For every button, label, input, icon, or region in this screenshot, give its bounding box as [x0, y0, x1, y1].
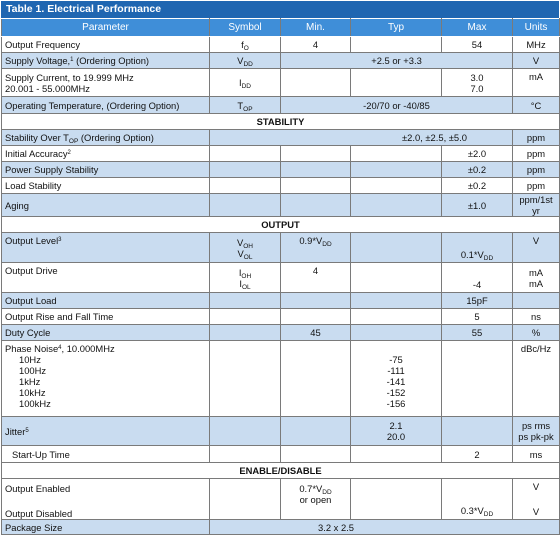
table-row — [2, 479, 560, 520]
typ-cell: -75 -111 -141 -152 -156 — [351, 341, 442, 417]
table-row — [2, 53, 560, 69]
table-row — [2, 263, 560, 293]
max-cell: ±0.2 — [442, 162, 513, 178]
section-output: OUTPUT — [2, 217, 560, 233]
units-cell: mA — [513, 69, 560, 97]
max-cell: ±0.2 — [442, 178, 513, 194]
param-cell: Supply Current, to 19.999 MHz 20.001 - 55.000MHz — [2, 69, 210, 97]
offset-100hz: 100Hz — [19, 365, 47, 376]
units-cell: MHz — [513, 37, 560, 53]
param-cell: Duty Cycle — [2, 325, 210, 341]
units-cell: ppm — [513, 162, 560, 178]
header-symbol: Symbol — [210, 19, 281, 37]
section-row — [2, 114, 560, 130]
param-cell: Initial Accuracy$^2$ — [2, 146, 210, 162]
param-cell: Output Rise and Fall Time — [2, 309, 210, 325]
units-cell: % — [513, 325, 560, 341]
symbol-cell: $T_{OP}$ — [210, 97, 281, 114]
max-cell: ±1.0 — [442, 194, 513, 217]
section-stability: STABILITY — [2, 114, 560, 130]
max-cell: $0.3*V_{DD}$ — [442, 479, 513, 520]
table-row — [2, 446, 560, 463]
param-cell: Output Level$^3$ — [2, 233, 210, 263]
header-max: Max — [442, 19, 513, 37]
table-row — [2, 520, 560, 535]
param-cell: Phase Noise$^4$, 10.000MHz 10Hz 100Hz 1kHz 10kHz 100kHz — [2, 341, 210, 417]
typ-cell: 3.2 x 2.5 — [210, 520, 560, 535]
table-row — [2, 130, 560, 146]
symbol-cell: $V_{OH}$ $V_{OL}$ — [210, 233, 281, 263]
max-cell: ±2.0 — [442, 146, 513, 162]
min-cell: 45 — [281, 325, 351, 341]
min-cell: 4 — [281, 37, 351, 53]
param-cell: Output Frequency — [2, 37, 210, 53]
table-row — [2, 162, 560, 178]
typ-cell: ±2.0, ±2.5, ±5.0 — [210, 130, 513, 146]
offset-10hz: 10Hz — [19, 354, 41, 365]
units-cell: V — [513, 53, 560, 69]
offset-1khz: 1kHz — [19, 376, 41, 387]
param-cell: Supply Voltage,$^1$ (Ordering Option) — [2, 53, 210, 69]
typ-cell — [351, 233, 442, 263]
param-cell: Operating Temperature, (Ordering Option) — [2, 97, 210, 114]
typ-cell: 2.1 20.0 — [351, 417, 442, 446]
table-row — [2, 293, 560, 309]
units-cell: dBc/Hz — [513, 341, 560, 417]
typ-cell: +2.5 or +3.3 — [281, 53, 513, 69]
table-row — [2, 233, 560, 263]
table-row — [2, 309, 560, 325]
table-row — [2, 341, 560, 417]
param-cell: Stability Over $T_{OP}$ (Ordering Option) — [2, 130, 210, 146]
max-cell: 3.0 7.0 — [442, 69, 513, 97]
param-cell: Load Stability — [2, 178, 210, 194]
offset-100khz: 100kHz — [19, 398, 51, 409]
table-row — [2, 37, 560, 53]
units-cell: ppm — [513, 178, 560, 194]
typ-cell — [351, 69, 442, 97]
min-cell: $0.7*V_{DD}$ or open — [281, 479, 351, 520]
table-row — [2, 97, 560, 114]
max-cell: 54 — [442, 37, 513, 53]
param-cell: Output Load — [2, 293, 210, 309]
max-cell: 55 — [442, 325, 513, 341]
table-row — [2, 325, 560, 341]
max-cell: 5 — [442, 309, 513, 325]
param-cell: Jitter$^5$ — [2, 417, 210, 446]
max-cell: -4 — [442, 263, 513, 293]
typ-cell — [351, 37, 442, 53]
units-cell: ppm/1st yr — [513, 194, 560, 217]
symbol-cell: $V_{DD}$ — [210, 53, 281, 69]
section-enable-disable: ENABLE/DISABLE — [2, 463, 560, 479]
units-cell: ns — [513, 309, 560, 325]
units-cell: V V — [513, 479, 560, 520]
typ-cell: -20/70 or -40/85 — [281, 97, 513, 114]
header-typ: Typ — [351, 19, 442, 37]
min-cell: $0.9*V_{DD}$ — [281, 233, 351, 263]
header-min: Min. — [281, 19, 351, 37]
param-cell: Aging — [2, 194, 210, 217]
param-cell: Power Supply Stability — [2, 162, 210, 178]
header-units: Units — [513, 19, 560, 37]
min-cell — [281, 69, 351, 97]
param-cell: Package Size — [2, 520, 210, 535]
units-cell: ppm — [513, 130, 560, 146]
electrical-performance-document — [1, 1, 559, 535]
typ-cell — [351, 263, 442, 293]
units-cell: V — [513, 233, 560, 263]
electrical-performance-table — [1, 18, 560, 535]
max-cell: 2 — [442, 446, 513, 463]
max-cell: 15pF — [442, 293, 513, 309]
offset-10khz: 10kHz — [19, 387, 46, 398]
table-row — [2, 417, 560, 446]
max-cell: $0.1*V_{DD}$ — [442, 233, 513, 263]
min-cell: 4 — [281, 263, 351, 293]
units-cell: ps rms ps pk-pk — [513, 417, 560, 446]
param-cell: Start-Up Time — [2, 446, 210, 463]
table-title: Table 1. Electrical Performance — [1, 1, 559, 18]
table-row — [2, 146, 560, 162]
symbol-cell: $I_{DD}$ — [210, 69, 281, 97]
units-cell: ms — [513, 446, 560, 463]
units-cell: ppm — [513, 146, 560, 162]
section-row — [2, 217, 560, 233]
table-row — [2, 178, 560, 194]
units-cell: mA mA — [513, 263, 560, 293]
table-row — [2, 69, 560, 97]
units-cell: °C — [513, 97, 560, 114]
header-parameter: Parameter — [2, 19, 210, 37]
section-row — [2, 463, 560, 479]
param-cell: Output Enabled Output Disabled — [2, 479, 210, 520]
table-row — [2, 194, 560, 217]
symbol-cell: $I_{OH}$ $I_{OL}$ — [210, 263, 281, 293]
header-row — [2, 19, 560, 37]
symbol-cell: $f_O$ — [210, 37, 281, 53]
param-cell: Output Drive — [2, 263, 210, 293]
